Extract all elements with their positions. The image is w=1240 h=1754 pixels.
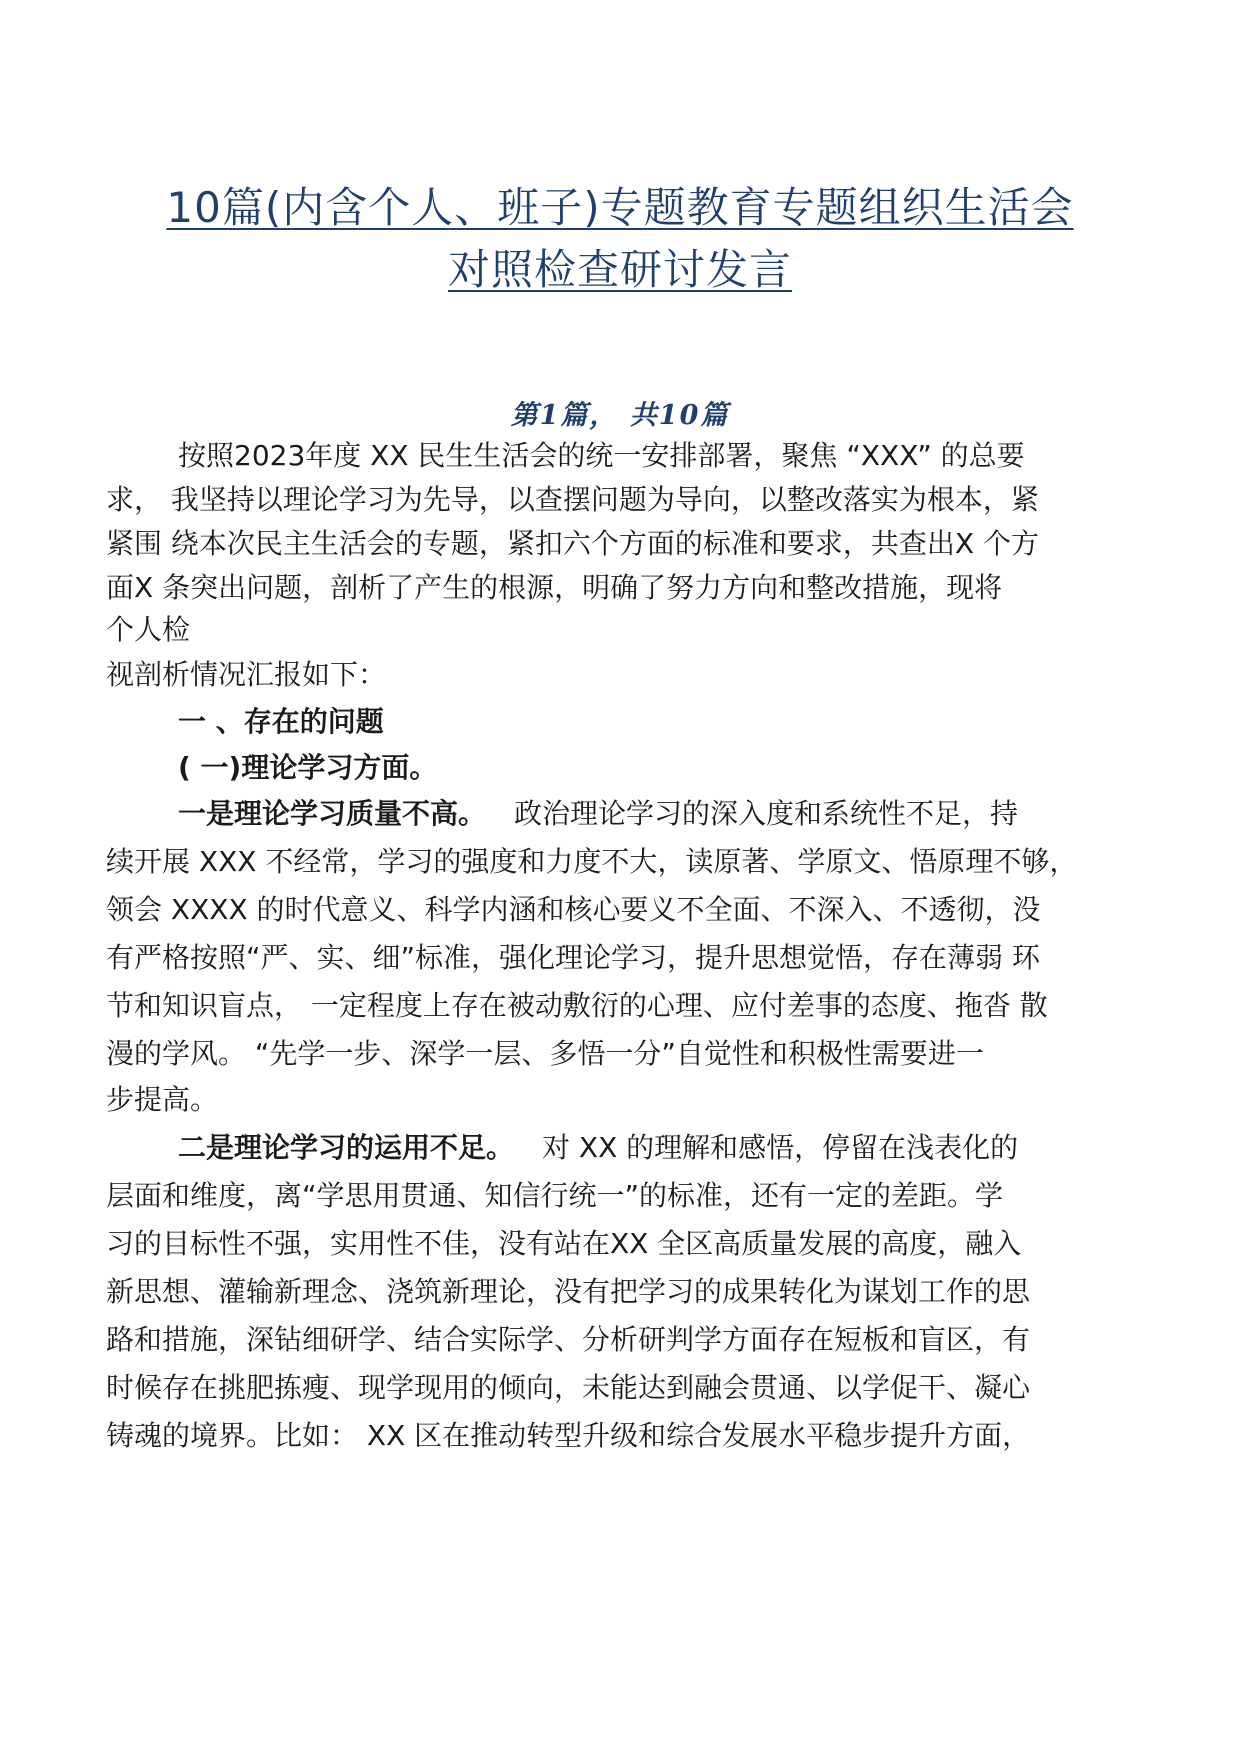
body-line: 时候存在挑肥拣瘦、现学现用的倾向，未能达到融会贯通、以学促干、凝心 — [106, 1371, 1031, 1404]
body-line: 求， 我坚持以理论学习为先导，以查摆问题为导向，以整改落实为根本，紧 — [106, 483, 1039, 516]
document-title-line-1: 10篇(内含个人、班子)专题教育专题组织生活会 — [166, 183, 1074, 232]
body-line: 按照2023年度 XX 民生生活会的统一安排部署，聚焦 “XXX” 的总要 — [178, 439, 1025, 472]
body-line: 紧围 绕本次民主生活会的专题，紧扣六个方面的标准和要求，共查出X 个方 — [106, 527, 1039, 560]
body-line: 续开展 XXX 不经常，学习的强度和力度不大，读原著、学原文、悟原理不够， — [106, 845, 1078, 878]
body-line: 漫的学风。 “先学一步、深学一层、多悟一分”自觉性和积极性需要进一 — [106, 1037, 984, 1070]
body-line — [178, 794, 1018, 834]
section-heading: 一 、存在的问题 — [178, 705, 384, 738]
body-line: 层面和维度，离“学思用贯通、知信行统一”的标准，还有一定的差距。学 — [106, 1179, 1004, 1212]
body-line: 习的目标性不强，实用性不佳，没有站在XX 全区高质量发展的高度，融入 — [106, 1227, 1022, 1260]
body-line: 路和措施，深钻细研学、结合实际学、分析研判学方面存在短板和盲区，有 — [106, 1323, 1031, 1356]
body-text: 对 XX 的理解和感悟，停留在浅表化的 — [542, 1131, 1019, 1164]
point-heading: 一是理论学习质量不高。 — [178, 797, 487, 830]
body-line: 节和知识盲点， 一定程度上存在被动敷衍的心理、应付差事的态度、拖沓 散 — [106, 989, 1048, 1022]
body-line: 步提高。 — [106, 1083, 219, 1116]
body-line: 个人检 — [106, 613, 191, 646]
body-line: 领会 XXXX 的时代意义、科学内涵和核心要义不全面、不深入、不透彻，没 — [106, 893, 1041, 926]
body-line: 铸魂的境界。比如： XX 区在推动转型升级和综合发展水平稳步提升方面， — [106, 1419, 1031, 1452]
point-heading: 二是理论学习的运用不足。 — [178, 1131, 515, 1164]
body-line: 有严格按照“严、实、细”标准，强化理论学习，提升思想觉悟，存在薄弱 环 — [106, 941, 1040, 974]
document-title-line-2: 对照检查研讨发言 — [447, 245, 792, 294]
body-text: 政治理论学习的深入度和系统性不足，持 — [514, 797, 1019, 830]
subsection-heading: ( 一)理论学习方面。 — [178, 751, 438, 784]
body-line: 视剖析情况汇报如下： — [106, 658, 387, 691]
body-line: 面X 条突出问题，剖析了产生的根源，明确了努力方向和整改措施，现将 — [106, 571, 1003, 604]
body-line: 新思想、灌输新理念、浇筑新理论，没有把学习的成果转化为谋划工作的思 — [106, 1275, 1031, 1308]
body-line — [178, 1128, 1018, 1168]
document-subtitle: 第1篇， 共10篇 — [510, 400, 730, 431]
